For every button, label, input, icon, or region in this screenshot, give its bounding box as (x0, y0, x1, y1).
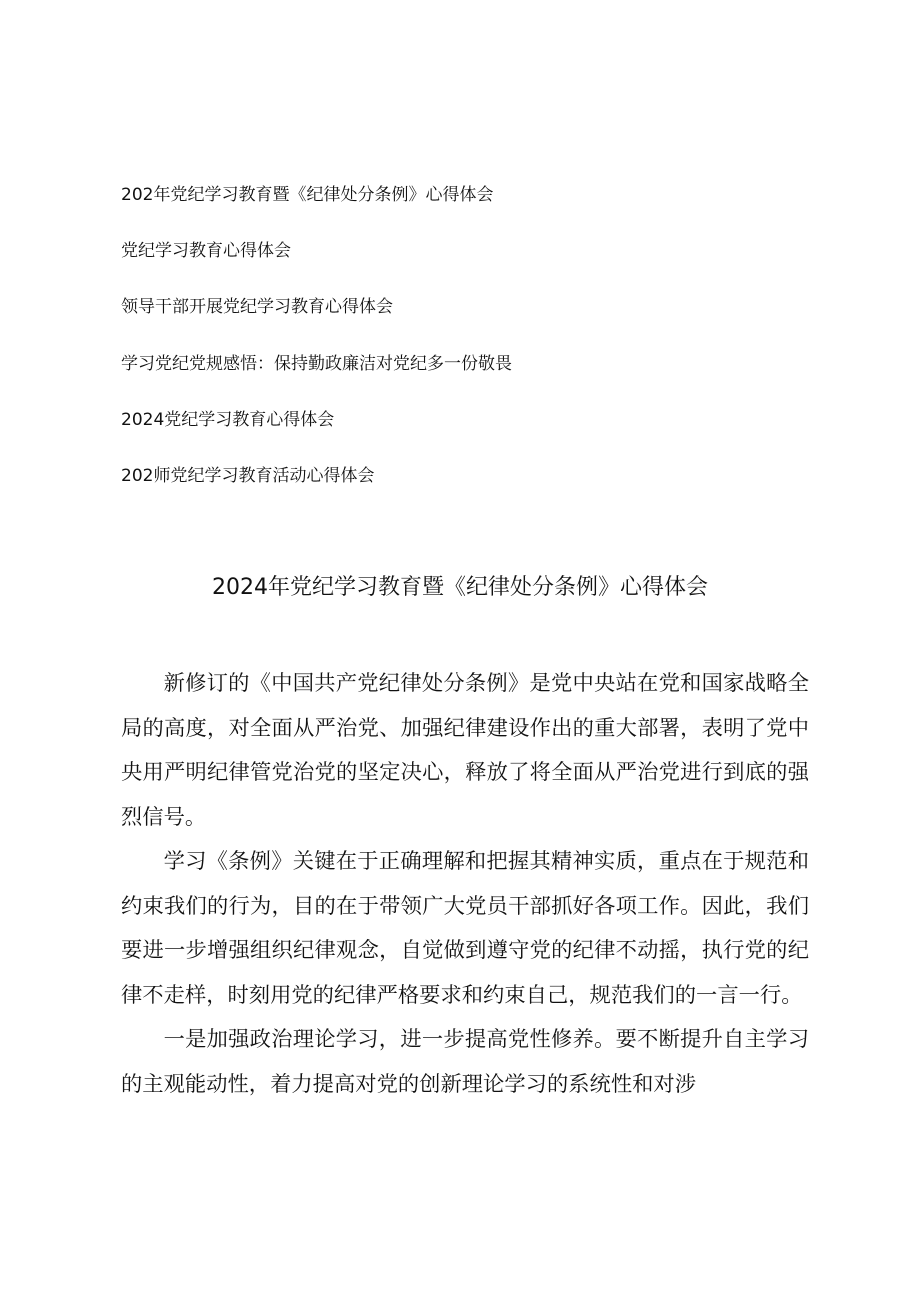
toc-item[interactable]: 2024党纪学习教育心得体会 (121, 409, 335, 430)
toc-item[interactable]: 党纪学习教育心得体会 (121, 241, 291, 262)
table-of-contents (121, 180, 821, 517)
toc-item[interactable]: 202师党纪学习教育活动心得体会 (121, 465, 375, 486)
toc-item[interactable]: 领导干部开展党纪学习教育心得体会 (121, 297, 393, 318)
document-body (121, 662, 809, 1107)
toc-item[interactable]: 202年党纪学习教育暨《纪律处分条例》心得体会 (121, 185, 494, 205)
body-paragraph: 新修订的《中国共产党纪律处分条例》是党中央站在党和国家战略全局的高度，对全面从严治党、加强纪律建设作出的重大部署，表明了党中央用严明纪律管党治党的坚定决心，释放了将全面从严治党进行到底的强烈信号。 (121, 671, 809, 830)
document-title: 2024年党纪学习教育暨《纪律处分条例》心得体会 (212, 575, 708, 600)
body-paragraph: 学习《条例》关键在于正确理解和把握其精神实质，重点在于规范和约束我们的行为，目的在于带领广大党员干部抓好各项工作。因此，我们要进一步增强组织纪律观念，自觉做到遵守党的纪律不动摇，执行党的纪律不走样，时刻用党的纪律严格要求和约束自己，规范我们的一言一行。 (121, 849, 809, 1008)
toc-item[interactable]: 学习党纪党规感悟：保持勤政廉洁对党纪多一份敬畏 (121, 353, 512, 374)
body-paragraph: 一是加强政治理论学习，进一步提高党性修养。要不断提升自主学习的主观能动性，着力提高对党的创新理论学习的系统性和对涉 (121, 1027, 809, 1097)
